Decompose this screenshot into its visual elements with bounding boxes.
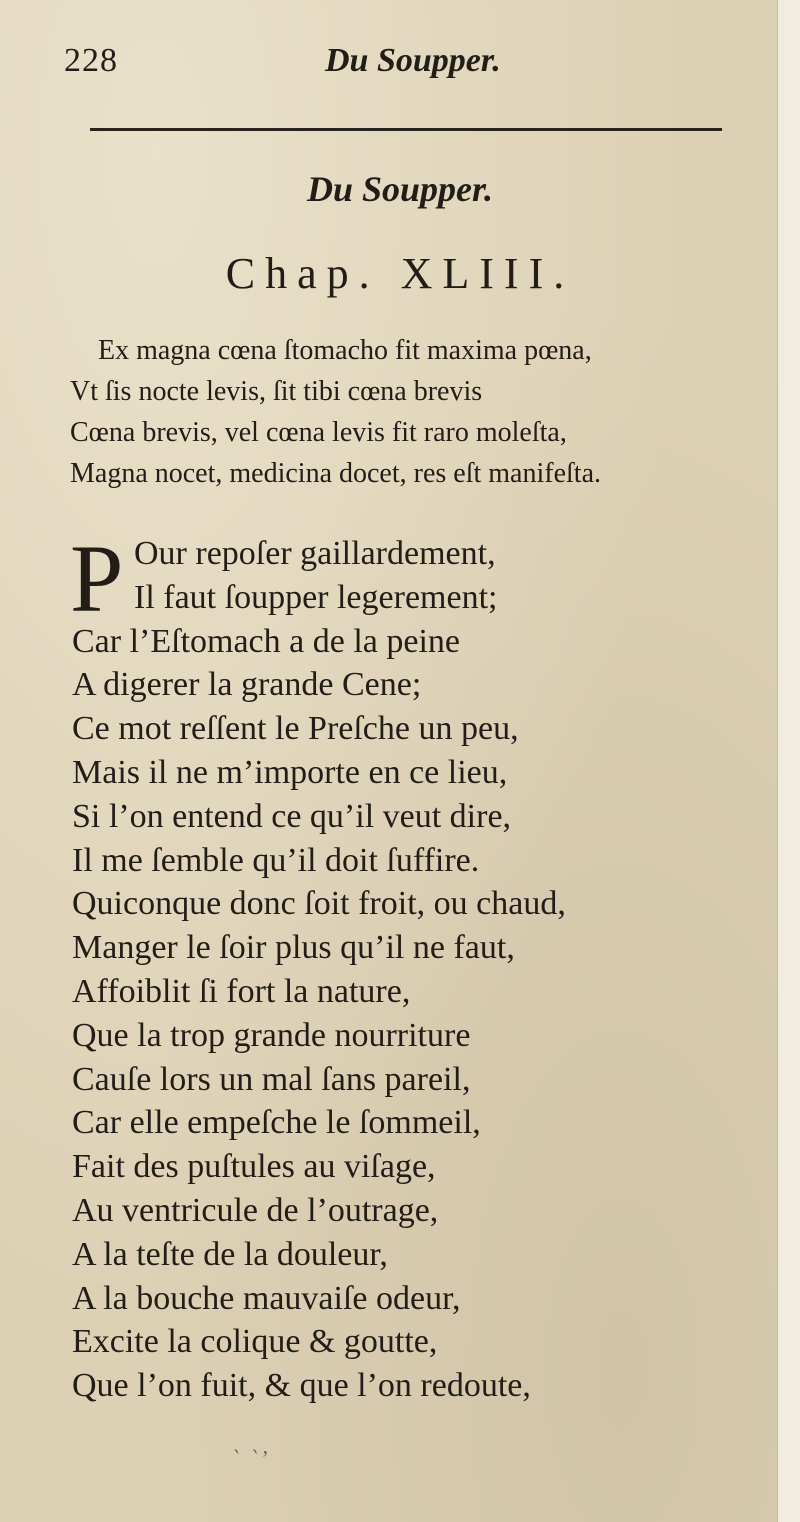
verse-line: A la teſte de la douleur, [72,1235,388,1273]
verse-line: Cauſe lors un mal ſans pareil, [72,1060,471,1098]
chapter-heading: Chap. XLIII. [225,249,575,298]
verse-line: Car l’Eſtomach a de la peine [72,622,460,660]
latin-line: Magna nocet, medicina docet, res eſt manifeſta. [70,458,602,489]
verse-line: A digerer la grande Cene; [72,666,422,704]
latin-line: Cœna brevis, vel cœna levis fit raro moleſta, [70,417,567,448]
verse-line: Our repoſer gaillardement, [134,535,496,572]
running-head [60,40,730,90]
page-edge [777,0,800,1522]
latin-epigraph [70,330,760,494]
header-rule [90,128,722,131]
footer-mark: ‵ ‵ʼ [234,1446,273,1471]
verse-line: Ce mot reſſent le Preſche un peu, [72,710,519,748]
verse-body [70,525,762,1408]
verse-line: Car elle empeſche le ſommeil, [72,1104,481,1142]
running-title: Du Soupper. [325,42,501,79]
verse-line: Quiconque donc ſoit froit, ou chaud, [72,885,566,923]
verse-line: Manger le ſoir plus qu’il ne faut, [72,929,515,967]
latin-line: Vt ſis nocte levis, ſit tibi cœna brevis [70,376,483,407]
verse-line: Fait des puſtules au viſage, [72,1148,436,1186]
verse-line: Il faut ſoupper legerement; [134,578,498,616]
page-number: 228 [64,42,118,79]
verse-line: Affoiblit ſi fort la nature, [72,972,411,1010]
section-title: Du Soupper. [306,169,494,209]
verse-line: Mais il ne m’importe en ce lieu, [72,753,508,791]
verse-line: Il me ſemble qu’il doit ſuffire. [72,841,480,879]
verse-line: Si l’on entend ce qu’il veut dire, [72,797,512,835]
latin-line: Ex magna cœna ſtomacho fit maxima pœna, [98,335,592,366]
verse-line: Que l’on fuit, & que l’on redoute, [72,1367,531,1405]
verse-line: A la bouche mauvaiſe odeur, [72,1279,461,1317]
verse-line: Excite la colique & goutte, [72,1323,438,1361]
verse-line: Que la trop grande nourriture [72,1016,471,1054]
drop-cap: P [70,525,124,632]
verse-line: Au ventricule de l’outrage, [72,1191,439,1229]
